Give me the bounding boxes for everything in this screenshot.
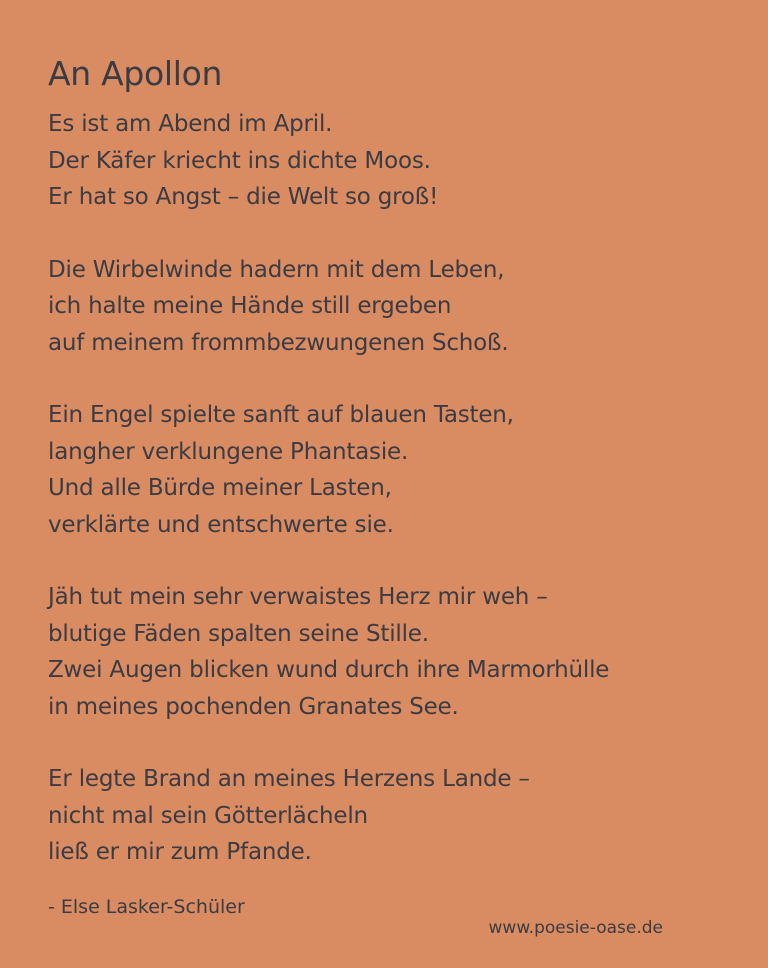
poem-card (48, 52, 728, 907)
poem-author: - Else Lasker-Schüler (48, 896, 245, 918)
poem-line: Der Käfer kriecht ins dichte Moos. (48, 147, 431, 174)
poem-line: Er legte Brand an meines Herzens Lande – (48, 766, 530, 792)
poem-title: An Apollon (48, 54, 223, 93)
website-credit: www.poesie-oase.de (488, 918, 663, 938)
stanza-2 (48, 252, 728, 362)
poem-line: Er hat so Angst – die Welt so groß! (48, 184, 439, 210)
poem-line: Ein Engel spielte sanft auf blauen Tasten, (48, 402, 514, 428)
stanza-3 (48, 397, 728, 543)
poem-line: langher verklungene Phantasie. (48, 438, 409, 465)
stanza-1 (48, 106, 728, 216)
poem-line: Jäh tut mein sehr verwaistes Herz mir weh – (48, 584, 548, 610)
poem-line: Es ist am Abend im April. (48, 111, 333, 137)
poem-line: Die Wirbelwinde hadern mit dem Leben, (48, 256, 505, 283)
stanza-4 (48, 579, 728, 725)
poem-line: in meines pochenden Granates See. (48, 693, 459, 720)
poem-line: Zwei Augen blicken wund durch ihre Marmorhülle (48, 657, 610, 683)
stanza-5 (48, 761, 728, 871)
poem-line: ich halte meine Hände still ergeben (48, 293, 452, 319)
poem-line: ließ er mir zum Pfande. (48, 839, 312, 865)
poem-line: blutige Fäden spalten seine Stille. (48, 620, 429, 647)
poem-line: Und alle Bürde meiner Lasten, (48, 475, 392, 501)
poem-line: nicht mal sein Götterlächeln (48, 802, 368, 829)
poem-line: verklärte und entschwerte sie. (48, 511, 394, 538)
poem-line: auf meinem frommbezwungenen Schoß. (48, 329, 509, 356)
